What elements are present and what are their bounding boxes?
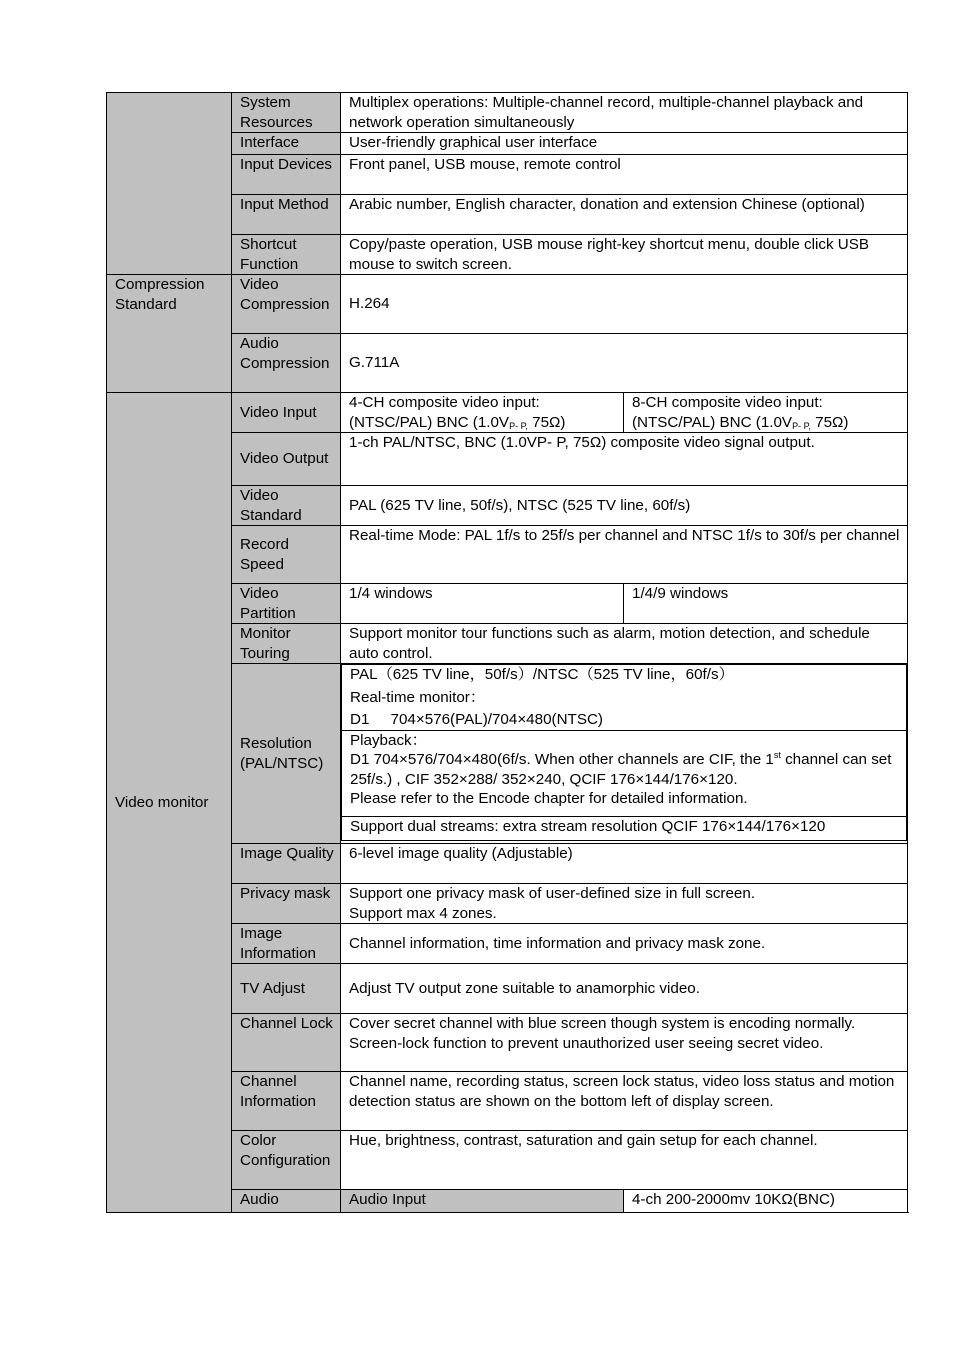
item-label-shortcut-function: Shortcut Function bbox=[232, 235, 341, 275]
resolution-dual-stream-row bbox=[342, 816, 907, 840]
value-audio-input: 4-ch 200-2000mv 10KΩ(BNC) bbox=[624, 1190, 908, 1213]
item-label-video-compression: Video Compression bbox=[232, 275, 341, 334]
category-video-monitor: Video monitor bbox=[107, 393, 232, 1213]
category-compression-standard: Compression Standard bbox=[107, 275, 232, 393]
video-input-4ch-line2-post: 75Ω) bbox=[527, 413, 566, 431]
value-video-output: 1-ch PAL/NTSC, BNC (1.0VP- P, 75Ω) composite video signal output. bbox=[341, 433, 908, 486]
resolution-playback-line1-post: channel can set 25f/s.) , CIF 352×288/ 352×240, QCIF 176×144/176×120. bbox=[350, 751, 892, 788]
resolution-playback-label: Playback： bbox=[350, 731, 427, 749]
resolution-playback-cell bbox=[342, 730, 907, 816]
video-input-4ch-line1: 4-CH composite video input: bbox=[349, 394, 540, 411]
channel-lock-line2: Screen-lock function to prevent unauthorized user seeing secret video. bbox=[349, 1034, 824, 1052]
value-resolution bbox=[341, 664, 908, 844]
video-input-4ch-line2-sub: P- P, bbox=[509, 420, 528, 431]
value-shortcut-function: Copy/paste operation, USB mouse right-key shortcut menu, double click USB mouse to switch screen. bbox=[341, 235, 908, 275]
item-label-channel-lock: Channel Lock bbox=[232, 1014, 341, 1072]
video-input-8ch-line2 bbox=[632, 413, 903, 433]
value-image-information: Channel information, time information and privacy mask zone. bbox=[341, 924, 908, 964]
item-label-record-speed: Record Speed bbox=[232, 526, 341, 584]
value-input-devices: Front panel, USB mouse, remote control bbox=[341, 155, 908, 195]
channel-lock-line1: Cover secret channel with blue screen though system is encoding normally. bbox=[349, 1015, 856, 1032]
item-label-channel-information: Channel Information bbox=[232, 1072, 341, 1131]
resolution-playback-line2: Please refer to the Encode chapter for detailed information. bbox=[350, 790, 748, 807]
value-channel-lock bbox=[341, 1014, 908, 1072]
video-input-8ch-line1: 8-CH composite video input: bbox=[632, 394, 823, 411]
value-record-speed: Real-time Mode: PAL 1f/s to 25f/s per channel and NTSC 1f/s to 30f/s per channel bbox=[341, 526, 908, 584]
item-label-input-devices: Input Devices bbox=[232, 155, 341, 195]
value-image-quality: 6-level image quality (Adjustable) bbox=[341, 844, 908, 884]
item-label-audio-input: Audio Input bbox=[341, 1190, 624, 1213]
table-row bbox=[107, 393, 908, 433]
video-input-4ch-line2-pre: (NTSC/PAL) BNC (1.0V bbox=[349, 413, 510, 431]
item-label-video-input: Video Input bbox=[232, 393, 341, 433]
resolution-live-line1: PAL（625 TV line，50f/s）/NTSC（525 TV line，60f/s） bbox=[350, 666, 734, 683]
resolution-playback-row bbox=[342, 730, 907, 816]
item-label-interface: Interface bbox=[232, 133, 341, 155]
value-interface: User-friendly graphical user interface bbox=[341, 133, 908, 155]
privacy-mask-line2: Support max 4 zones. bbox=[349, 904, 497, 922]
category-cell-system bbox=[107, 93, 232, 275]
video-input-8ch-line2-post: 75Ω) bbox=[810, 413, 849, 431]
value-input-method: Arabic number, English character, donation and extension Chinese (optional) bbox=[341, 195, 908, 235]
item-label-color-configuration: Color Configuration bbox=[232, 1131, 341, 1190]
value-video-partition-8ch: 1/4/9 windows bbox=[624, 584, 908, 624]
video-input-8ch-line2-pre: (NTSC/PAL) BNC (1.0V bbox=[632, 413, 793, 431]
item-label-audio-compression: Audio Compression bbox=[232, 334, 341, 393]
item-label-video-standard: Video Standard bbox=[232, 486, 341, 526]
item-label-image-information: Image Information bbox=[232, 924, 341, 964]
resolution-dual-stream: Support dual streams: extra stream resolution QCIF 176×144/176×120 bbox=[342, 816, 907, 840]
value-color-configuration: Hue, brightness, contrast, saturation and gain setup for each channel. bbox=[341, 1131, 908, 1190]
item-label-system-resources: System Resources bbox=[232, 93, 341, 133]
video-input-4ch-line2 bbox=[349, 413, 619, 433]
resolution-live-row bbox=[342, 665, 907, 731]
item-label-image-quality: Image Quality bbox=[232, 844, 341, 884]
value-video-input-4ch bbox=[341, 393, 624, 433]
resolution-playback-line1 bbox=[350, 750, 902, 789]
value-audio-compression: G.711A bbox=[341, 334, 908, 393]
value-monitor-touring: Support monitor tour functions such as alarm, motion detection, and schedule auto control. bbox=[341, 624, 908, 664]
value-video-standard: PAL (625 TV line, 50f/s), NTSC (525 TV line, 60f/s) bbox=[341, 486, 908, 526]
item-label-video-output: Video Output bbox=[232, 433, 341, 486]
item-label-video-partition: Video Partition bbox=[232, 584, 341, 624]
resolution-playback-line1-pre: D1 704×576/704×480(6f/s. When other channels are CIF, the 1 bbox=[350, 751, 774, 768]
privacy-mask-line1: Support one privacy mask of user-defined size in full screen. bbox=[349, 885, 756, 902]
item-label-monitor-touring: Monitor Touring bbox=[232, 624, 341, 664]
value-video-compression: H.264 bbox=[341, 275, 908, 334]
value-video-partition-4ch: 1/4 windows bbox=[341, 584, 624, 624]
resolution-subtable bbox=[341, 664, 907, 841]
category-audio: Audio bbox=[232, 1190, 341, 1213]
table-row bbox=[107, 275, 908, 334]
item-label-resolution: Resolution (PAL/NTSC) bbox=[232, 664, 341, 844]
resolution-live-line2: Real-time monitor： bbox=[350, 688, 486, 706]
value-tv-adjust: Adjust TV output zone suitable to anamorphic video. bbox=[341, 964, 908, 1014]
item-label-tv-adjust: TV Adjust bbox=[232, 964, 341, 1014]
resolution-playback-line1-sup: st bbox=[773, 750, 781, 760]
resolution-live-cell bbox=[342, 665, 907, 731]
table-row bbox=[107, 93, 908, 133]
value-system-resources: Multiplex operations: Multiple-channel record, multiple-channel playback and network operation simultaneously bbox=[341, 93, 908, 133]
video-input-8ch-line2-sub: P- P, bbox=[792, 420, 811, 431]
value-video-input-8ch bbox=[624, 393, 908, 433]
resolution-live-line3: D1 704×576(PAL)/704×480(NTSC) bbox=[350, 711, 603, 728]
value-channel-information: Channel name, recording status, screen lock status, video loss status and motion detection status are shown on the bottom left of display screen. bbox=[341, 1072, 908, 1131]
specification-table bbox=[106, 92, 908, 1213]
item-label-input-method: Input Method bbox=[232, 195, 341, 235]
value-privacy-mask bbox=[341, 884, 908, 924]
item-label-privacy-mask: Privacy mask bbox=[232, 884, 341, 924]
